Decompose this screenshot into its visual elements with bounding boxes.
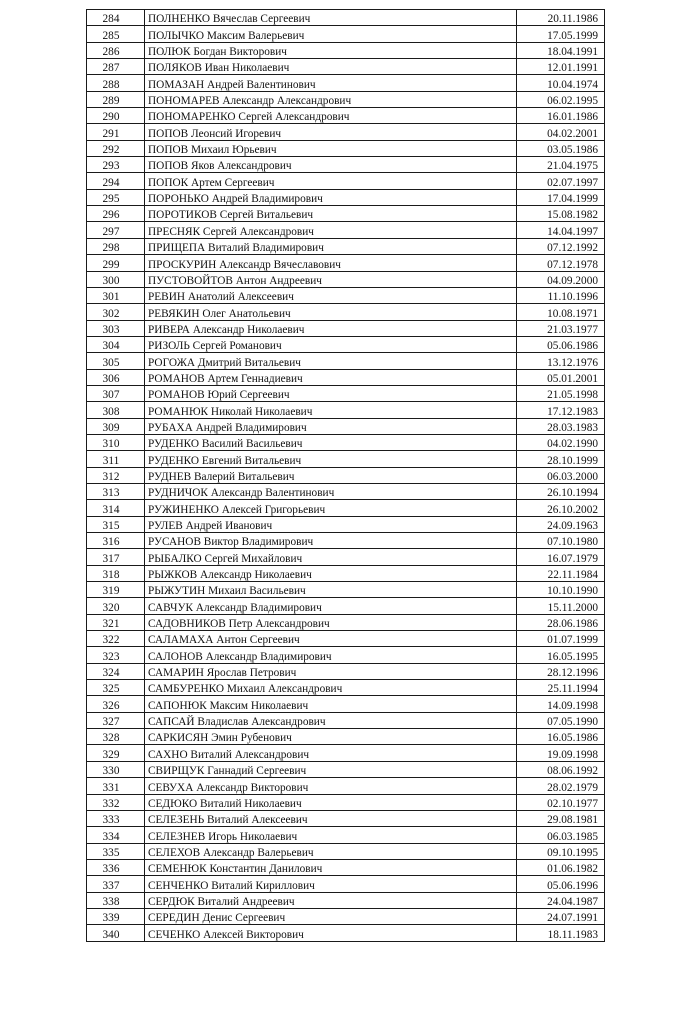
full-name-cell: РУДЕНКО Василий Васильевич bbox=[145, 434, 517, 450]
birth-date-cell: 02.07.1997 bbox=[517, 173, 605, 189]
full-name-cell: РУЛЕВ Андрей Иванович bbox=[145, 516, 517, 532]
table-row bbox=[87, 287, 605, 303]
birth-date-cell: 10.10.1990 bbox=[517, 582, 605, 598]
birth-date-cell: 14.09.1998 bbox=[517, 696, 605, 712]
birth-date-cell: 14.04.1997 bbox=[517, 222, 605, 238]
row-number-cell: 294 bbox=[87, 173, 145, 189]
full-name-cell: РЕВИН Анатолий Алексеевич bbox=[145, 287, 517, 303]
row-number-cell: 297 bbox=[87, 222, 145, 238]
birth-date-cell: 10.08.1971 bbox=[517, 304, 605, 320]
table-row bbox=[87, 418, 605, 434]
birth-date-cell: 03.05.1986 bbox=[517, 140, 605, 156]
row-number-cell: 296 bbox=[87, 206, 145, 222]
full-name-cell: СЕДЮКО Виталий Николаевич bbox=[145, 794, 517, 810]
table-row bbox=[87, 745, 605, 761]
row-number-cell: 291 bbox=[87, 124, 145, 140]
birth-date-cell: 18.11.1983 bbox=[517, 925, 605, 941]
table-row bbox=[87, 631, 605, 647]
table-row bbox=[87, 304, 605, 320]
birth-date-cell: 11.10.1996 bbox=[517, 287, 605, 303]
row-number-cell: 293 bbox=[87, 157, 145, 173]
full-name-cell: РУДНИЧОК Александр Валентинович bbox=[145, 483, 517, 499]
table-row bbox=[87, 712, 605, 728]
birth-date-cell: 21.03.1977 bbox=[517, 320, 605, 336]
row-number-cell: 309 bbox=[87, 418, 145, 434]
table-row bbox=[87, 647, 605, 663]
full-name-cell: ПРОСКУРИН Александр Вячеславович bbox=[145, 255, 517, 271]
table-row bbox=[87, 91, 605, 107]
birth-date-cell: 28.06.1986 bbox=[517, 614, 605, 630]
row-number-cell: 330 bbox=[87, 761, 145, 777]
row-number-cell: 286 bbox=[87, 42, 145, 58]
table-row bbox=[87, 925, 605, 941]
birth-date-cell: 16.07.1979 bbox=[517, 549, 605, 565]
birth-date-cell: 13.12.1976 bbox=[517, 353, 605, 369]
row-number-cell: 323 bbox=[87, 647, 145, 663]
row-number-cell: 327 bbox=[87, 712, 145, 728]
table-row bbox=[87, 10, 605, 26]
row-number-cell: 311 bbox=[87, 451, 145, 467]
birth-date-cell: 16.05.1995 bbox=[517, 647, 605, 663]
row-number-cell: 321 bbox=[87, 614, 145, 630]
table-row bbox=[87, 794, 605, 810]
birth-date-cell: 26.10.2002 bbox=[517, 500, 605, 516]
table-row bbox=[87, 598, 605, 614]
row-number-cell: 308 bbox=[87, 402, 145, 418]
full-name-cell: ПРЕСНЯК Сергей Александрович bbox=[145, 222, 517, 238]
birth-date-cell: 24.07.1991 bbox=[517, 908, 605, 924]
row-number-cell: 302 bbox=[87, 304, 145, 320]
table-row bbox=[87, 336, 605, 352]
full-name-cell: СЕЧЕНКО Алексей Викторович bbox=[145, 925, 517, 941]
full-name-cell: РОГОЖА Дмитрий Витальевич bbox=[145, 353, 517, 369]
row-number-cell: 295 bbox=[87, 189, 145, 205]
row-number-cell: 300 bbox=[87, 271, 145, 287]
row-number-cell: 290 bbox=[87, 108, 145, 124]
full-name-cell: СЕВУХА Александр Викторович bbox=[145, 778, 517, 794]
birth-date-cell: 28.12.1996 bbox=[517, 663, 605, 679]
table-row bbox=[87, 271, 605, 287]
birth-date-cell: 17.04.1999 bbox=[517, 189, 605, 205]
table-row bbox=[87, 467, 605, 483]
birth-date-cell: 04.02.2001 bbox=[517, 124, 605, 140]
row-number-cell: 289 bbox=[87, 91, 145, 107]
birth-date-cell: 06.02.1995 bbox=[517, 91, 605, 107]
full-name-cell: СЕЛЕХОВ Александр Валерьевич bbox=[145, 843, 517, 859]
birth-date-cell: 25.11.1994 bbox=[517, 680, 605, 696]
table-row bbox=[87, 843, 605, 859]
birth-date-cell: 22.11.1984 bbox=[517, 565, 605, 581]
table-row bbox=[87, 157, 605, 173]
birth-date-cell: 04.09.2000 bbox=[517, 271, 605, 287]
table-row bbox=[87, 876, 605, 892]
full-name-cell: РУБАХА Андрей Владимирович bbox=[145, 418, 517, 434]
table-row bbox=[87, 385, 605, 401]
full-name-cell: ПОЛЮК Богдан Викторович bbox=[145, 42, 517, 58]
birth-date-cell: 01.07.1999 bbox=[517, 631, 605, 647]
full-name-cell: СЕРЕДИН Денис Сергеевич bbox=[145, 908, 517, 924]
row-number-cell: 304 bbox=[87, 336, 145, 352]
table-row bbox=[87, 565, 605, 581]
table-row bbox=[87, 827, 605, 843]
full-name-cell: РОМАНОВ Артем Геннадиевич bbox=[145, 369, 517, 385]
full-name-cell: СЕЛЕЗНЕВ Игорь Николаевич bbox=[145, 827, 517, 843]
full-name-cell: САМАРИН Ярослав Петрович bbox=[145, 663, 517, 679]
table-row bbox=[87, 729, 605, 745]
row-number-cell: 340 bbox=[87, 925, 145, 941]
full-name-cell: ПУСТОВОЙТОВ Антон Андреевич bbox=[145, 271, 517, 287]
birth-date-cell: 10.04.1974 bbox=[517, 75, 605, 91]
full-name-cell: ПОПОВ Яков Александрович bbox=[145, 157, 517, 173]
birth-date-cell: 29.08.1981 bbox=[517, 810, 605, 826]
full-name-cell: САПСАЙ Владислав Александрович bbox=[145, 712, 517, 728]
full-name-cell: СЕРДЮК Виталий Андреевич bbox=[145, 892, 517, 908]
birth-date-cell: 24.09.1963 bbox=[517, 516, 605, 532]
full-name-cell: ПОМАЗАН Андрей Валентинович bbox=[145, 75, 517, 91]
full-name-cell: САПОНЮК Максим Николаевич bbox=[145, 696, 517, 712]
birth-date-cell: 06.03.2000 bbox=[517, 467, 605, 483]
row-number-cell: 328 bbox=[87, 729, 145, 745]
full-name-cell: ПОЛНЕНКО Вячеслав Сергеевич bbox=[145, 10, 517, 26]
row-number-cell: 307 bbox=[87, 385, 145, 401]
table-row bbox=[87, 778, 605, 794]
table-row bbox=[87, 696, 605, 712]
row-number-cell: 303 bbox=[87, 320, 145, 336]
table-row bbox=[87, 680, 605, 696]
row-number-cell: 317 bbox=[87, 549, 145, 565]
table-row bbox=[87, 582, 605, 598]
full-name-cell: СЕЛЕЗЕНЬ Виталий Алексеевич bbox=[145, 810, 517, 826]
birth-date-cell: 19.09.1998 bbox=[517, 745, 605, 761]
row-number-cell: 326 bbox=[87, 696, 145, 712]
row-number-cell: 285 bbox=[87, 26, 145, 42]
table-row bbox=[87, 108, 605, 124]
table-row bbox=[87, 402, 605, 418]
birth-date-cell: 07.12.1992 bbox=[517, 238, 605, 254]
row-number-cell: 333 bbox=[87, 810, 145, 826]
table-row bbox=[87, 483, 605, 499]
row-number-cell: 312 bbox=[87, 467, 145, 483]
birth-date-cell: 05.06.1986 bbox=[517, 336, 605, 352]
table-row bbox=[87, 614, 605, 630]
roster-table-body bbox=[87, 10, 605, 942]
table-row bbox=[87, 810, 605, 826]
full-name-cell: РУДЕНКО Евгений Витальевич bbox=[145, 451, 517, 467]
full-name-cell: РИЗОЛЬ Сергей Романович bbox=[145, 336, 517, 352]
birth-date-cell: 07.05.1990 bbox=[517, 712, 605, 728]
full-name-cell: САДОВНИКОВ Петр Александрович bbox=[145, 614, 517, 630]
birth-date-cell: 07.10.1980 bbox=[517, 533, 605, 549]
row-number-cell: 331 bbox=[87, 778, 145, 794]
table-row bbox=[87, 761, 605, 777]
table-row bbox=[87, 859, 605, 875]
birth-date-cell: 06.03.1985 bbox=[517, 827, 605, 843]
row-number-cell: 318 bbox=[87, 565, 145, 581]
birth-date-cell: 24.04.1987 bbox=[517, 892, 605, 908]
table-row bbox=[87, 892, 605, 908]
full-name-cell: РОМАНЮК Николай Николаевич bbox=[145, 402, 517, 418]
full-name-cell: ПРИЩЕПА Виталий Владимирович bbox=[145, 238, 517, 254]
row-number-cell: 299 bbox=[87, 255, 145, 271]
full-name-cell: СЕМЕНЮК Константин Данилович bbox=[145, 859, 517, 875]
table-row bbox=[87, 238, 605, 254]
row-number-cell: 316 bbox=[87, 533, 145, 549]
row-number-cell: 324 bbox=[87, 663, 145, 679]
birth-date-cell: 07.12.1978 bbox=[517, 255, 605, 271]
table-row bbox=[87, 124, 605, 140]
row-number-cell: 320 bbox=[87, 598, 145, 614]
table-row bbox=[87, 320, 605, 336]
full-name-cell: САЛОНОВ Александр Владимирович bbox=[145, 647, 517, 663]
row-number-cell: 319 bbox=[87, 582, 145, 598]
full-name-cell: ПОНОМАРЕВ Александр Александрович bbox=[145, 91, 517, 107]
row-number-cell: 313 bbox=[87, 483, 145, 499]
row-number-cell: 298 bbox=[87, 238, 145, 254]
birth-date-cell: 26.10.1994 bbox=[517, 483, 605, 499]
birth-date-cell: 28.03.1983 bbox=[517, 418, 605, 434]
birth-date-cell: 09.10.1995 bbox=[517, 843, 605, 859]
birth-date-cell: 15.08.1982 bbox=[517, 206, 605, 222]
birth-date-cell: 04.02.1990 bbox=[517, 434, 605, 450]
table-row bbox=[87, 663, 605, 679]
birth-date-cell: 08.06.1992 bbox=[517, 761, 605, 777]
row-number-cell: 287 bbox=[87, 59, 145, 75]
birth-date-cell: 16.05.1986 bbox=[517, 729, 605, 745]
full-name-cell: ПОПОВ Михаил Юрьевич bbox=[145, 140, 517, 156]
table-row bbox=[87, 908, 605, 924]
row-number-cell: 335 bbox=[87, 843, 145, 859]
row-number-cell: 306 bbox=[87, 369, 145, 385]
full-name-cell: САРКИСЯН Эмин Рубенович bbox=[145, 729, 517, 745]
full-name-cell: РЫЖУТИН Михаил Васильевич bbox=[145, 582, 517, 598]
full-name-cell: РУСАНОВ Виктор Владимирович bbox=[145, 533, 517, 549]
table-row bbox=[87, 533, 605, 549]
full-name-cell: РЫБАЛКО Сергей Михайлович bbox=[145, 549, 517, 565]
full-name-cell: ПОЛЫЧКО Максим Валерьевич bbox=[145, 26, 517, 42]
table-row bbox=[87, 255, 605, 271]
birth-date-cell: 16.01.1986 bbox=[517, 108, 605, 124]
table-row bbox=[87, 369, 605, 385]
full-name-cell: САМБУРЕНКО Михаил Александрович bbox=[145, 680, 517, 696]
table-row bbox=[87, 451, 605, 467]
full-name-cell: РИВЕРА Александр Николаевич bbox=[145, 320, 517, 336]
table-row bbox=[87, 516, 605, 532]
birth-date-cell: 01.06.1982 bbox=[517, 859, 605, 875]
full-name-cell: САХНО Виталий Александрович bbox=[145, 745, 517, 761]
table-row bbox=[87, 173, 605, 189]
full-name-cell: СЕНЧЕНКО Виталий Кириллович bbox=[145, 876, 517, 892]
row-number-cell: 329 bbox=[87, 745, 145, 761]
birth-date-cell: 05.06.1996 bbox=[517, 876, 605, 892]
full-name-cell: ПОЛЯКОВ Иван Николаевич bbox=[145, 59, 517, 75]
full-name-cell: РУДНЕВ Валерий Витальевич bbox=[145, 467, 517, 483]
table-row bbox=[87, 189, 605, 205]
table-row bbox=[87, 500, 605, 516]
birth-date-cell: 17.05.1999 bbox=[517, 26, 605, 42]
full-name-cell: РЫЖКОВ Александр Николаевич bbox=[145, 565, 517, 581]
table-row bbox=[87, 206, 605, 222]
birth-date-cell: 21.05.1998 bbox=[517, 385, 605, 401]
table-row bbox=[87, 140, 605, 156]
row-number-cell: 332 bbox=[87, 794, 145, 810]
table-row bbox=[87, 353, 605, 369]
row-number-cell: 305 bbox=[87, 353, 145, 369]
table-row bbox=[87, 75, 605, 91]
full-name-cell: ПОПОВ Леонсий Игоревич bbox=[145, 124, 517, 140]
row-number-cell: 337 bbox=[87, 876, 145, 892]
full-name-cell: РЕВЯКИН Олег Анатольевич bbox=[145, 304, 517, 320]
birth-date-cell: 05.01.2001 bbox=[517, 369, 605, 385]
birth-date-cell: 02.10.1977 bbox=[517, 794, 605, 810]
birth-date-cell: 28.02.1979 bbox=[517, 778, 605, 794]
row-number-cell: 284 bbox=[87, 10, 145, 26]
birth-date-cell: 18.04.1991 bbox=[517, 42, 605, 58]
birth-date-cell: 20.11.1986 bbox=[517, 10, 605, 26]
row-number-cell: 336 bbox=[87, 859, 145, 875]
full-name-cell: ПОПОК Артем Сергеевич bbox=[145, 173, 517, 189]
birth-date-cell: 12.01.1991 bbox=[517, 59, 605, 75]
full-name-cell: ПОРОТИКОВ Сергей Витальевич bbox=[145, 206, 517, 222]
row-number-cell: 310 bbox=[87, 434, 145, 450]
full-name-cell: ПОРОНЬКО Андрей Владимирович bbox=[145, 189, 517, 205]
full-name-cell: РОМАНОВ Юрий Сергеевич bbox=[145, 385, 517, 401]
birth-date-cell: 28.10.1999 bbox=[517, 451, 605, 467]
table-row bbox=[87, 549, 605, 565]
row-number-cell: 288 bbox=[87, 75, 145, 91]
row-number-cell: 301 bbox=[87, 287, 145, 303]
table-row bbox=[87, 26, 605, 42]
row-number-cell: 339 bbox=[87, 908, 145, 924]
full-name-cell: САВЧУК Александр Владимирович bbox=[145, 598, 517, 614]
full-name-cell: ПОНОМАРЕНКО Сергей Александрович bbox=[145, 108, 517, 124]
row-number-cell: 292 bbox=[87, 140, 145, 156]
birth-date-cell: 17.12.1983 bbox=[517, 402, 605, 418]
table-row bbox=[87, 222, 605, 238]
row-number-cell: 338 bbox=[87, 892, 145, 908]
birth-date-cell: 15.11.2000 bbox=[517, 598, 605, 614]
table-row bbox=[87, 42, 605, 58]
table-row bbox=[87, 59, 605, 75]
row-number-cell: 334 bbox=[87, 827, 145, 843]
roster-table bbox=[86, 9, 605, 942]
full-name-cell: СВИРЩУК Ганнадий Сергеевич bbox=[145, 761, 517, 777]
row-number-cell: 322 bbox=[87, 631, 145, 647]
row-number-cell: 314 bbox=[87, 500, 145, 516]
row-number-cell: 315 bbox=[87, 516, 145, 532]
birth-date-cell: 21.04.1975 bbox=[517, 157, 605, 173]
full-name-cell: САЛАМАХА Антон Сергеевич bbox=[145, 631, 517, 647]
full-name-cell: РУЖИНЕНКО Алексей Григорьевич bbox=[145, 500, 517, 516]
table-row bbox=[87, 434, 605, 450]
row-number-cell: 325 bbox=[87, 680, 145, 696]
